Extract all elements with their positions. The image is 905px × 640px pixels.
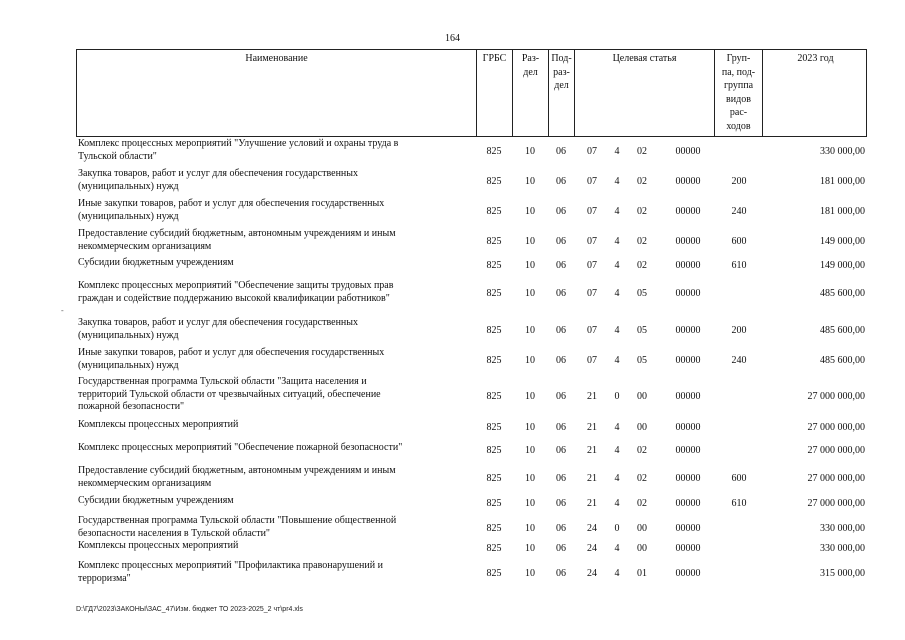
- row-pr: 06: [556, 422, 566, 433]
- row-name: Комплексы процессных мероприятий: [78, 419, 239, 430]
- row-c4: 00000: [675, 236, 701, 247]
- row-c1: 07: [587, 176, 597, 187]
- row-amount: 330 000,00: [820, 146, 865, 157]
- row-grbs: 825: [486, 445, 502, 456]
- row-c4: 00000: [675, 206, 701, 217]
- row-c1: 07: [587, 236, 597, 247]
- row-rz: 10: [525, 523, 535, 534]
- row-c4: 00000: [675, 498, 701, 509]
- row-name: Комплекс процессных мероприятий "Обеспечение пожарной безопасности": [78, 442, 403, 453]
- row-name: Закупка товаров, работ и услуг для обеспечения государственных (муниципальных) нужд: [78, 317, 359, 341]
- row-c3: 02: [637, 146, 647, 157]
- row-c3: 02: [637, 176, 647, 187]
- row-vr: 240: [731, 355, 747, 366]
- row-c3: 05: [637, 325, 647, 336]
- row-pr: 06: [556, 206, 566, 217]
- row-rz: 10: [525, 543, 535, 554]
- row-rz: 10: [525, 355, 535, 366]
- table-row: [76, 419, 867, 435]
- row-c2: 4: [614, 288, 620, 299]
- header-expense-group: Груп- па, под- группа видов рас- ходов: [715, 50, 763, 136]
- page-number: 164: [445, 33, 460, 44]
- row-c4: 00000: [675, 422, 701, 433]
- table-row: [76, 168, 867, 194]
- row-c3: 02: [637, 473, 647, 484]
- row-c4: 00000: [675, 391, 701, 402]
- row-c3: 05: [637, 288, 647, 299]
- row-grbs: 825: [486, 523, 502, 534]
- table-row: [76, 515, 867, 541]
- row-grbs: 825: [486, 236, 502, 247]
- row-c3: 02: [637, 445, 647, 456]
- row-c1: 07: [587, 355, 597, 366]
- header-year: 2023 год: [797, 53, 834, 64]
- row-c2: 4: [614, 422, 620, 433]
- row-rz: 10: [525, 146, 535, 157]
- row-c1: 21: [587, 473, 597, 484]
- row-c2: 4: [614, 473, 620, 484]
- row-rz: 10: [525, 568, 535, 579]
- row-amount: 485 600,00: [820, 355, 865, 366]
- row-c3: 02: [637, 206, 647, 217]
- table-row: [76, 495, 867, 511]
- footer-file-path: D:\ГД7\2023\ЗАКОНЫ\ЗАС_47\Изм. бюджет ТО 2023-2025_2 чт\pr4.xls: [76, 606, 303, 613]
- row-amount: 315 000,00: [820, 568, 865, 579]
- row-c3: 02: [637, 498, 647, 509]
- row-name: Предоставление субсидий бюджетным, автономным учреждениям и иным некоммерческим организациям: [78, 465, 396, 489]
- table-row: [76, 317, 867, 343]
- row-c2: 0: [614, 391, 620, 402]
- row-name: Комплекс процессных мероприятий "Обеспечение защиты трудовых прав граждан и содействие поддержанию высокой квалификации работников": [78, 280, 394, 304]
- row-grbs: 825: [486, 422, 502, 433]
- row-c3: 02: [637, 236, 647, 247]
- table-row: [76, 280, 867, 306]
- row-c4: 00000: [675, 260, 701, 271]
- row-c4: 00000: [675, 325, 701, 336]
- row-name: Комплексы процессных мероприятий: [78, 540, 239, 551]
- table-row: [76, 442, 867, 458]
- row-pr: 06: [556, 498, 566, 509]
- margin-mark: -: [61, 306, 64, 315]
- row-c2: 4: [614, 236, 620, 247]
- header-name: Наименование: [77, 50, 477, 136]
- row-grbs: 825: [486, 543, 502, 554]
- row-pr: 06: [556, 523, 566, 534]
- table-row: [76, 465, 867, 491]
- budget-table: [76, 49, 867, 584]
- table-row: [76, 347, 867, 373]
- row-amount: 27 000 000,00: [807, 473, 865, 484]
- row-vr: 200: [731, 176, 747, 187]
- row-pr: 06: [556, 473, 566, 484]
- header-podrazdel: Под- раз- дел: [549, 50, 575, 136]
- row-vr: 200: [731, 325, 747, 336]
- row-grbs: 825: [486, 325, 502, 336]
- row-name: Иные закупки товаров, работ и услуг для обеспечения государственных (муниципальных) нужд: [78, 347, 385, 371]
- table-row: [76, 257, 867, 273]
- row-c4: 00000: [675, 355, 701, 366]
- row-rz: 10: [525, 260, 535, 271]
- row-vr: 240: [731, 206, 747, 217]
- row-c2: 4: [614, 146, 620, 157]
- row-grbs: 825: [486, 176, 502, 187]
- row-c1: 21: [587, 391, 597, 402]
- table-row: [76, 198, 867, 224]
- row-pr: 06: [556, 568, 566, 579]
- header-grbs: ГРБС: [477, 50, 513, 136]
- row-c4: 00000: [675, 568, 701, 579]
- row-name: Предоставление субсидий бюджетным, автономным учреждениям и иным некоммерческим организациям: [78, 228, 396, 252]
- table-row: [76, 228, 867, 254]
- row-c2: 4: [614, 325, 620, 336]
- row-c1: 24: [587, 568, 597, 579]
- row-c3: 00: [637, 543, 647, 554]
- row-amount: 181 000,00: [820, 176, 865, 187]
- row-c3: 05: [637, 355, 647, 366]
- row-grbs: 825: [486, 260, 502, 271]
- row-name: Иные закупки товаров, работ и услуг для обеспечения государственных (муниципальных) нужд: [78, 198, 385, 222]
- row-c2: 4: [614, 176, 620, 187]
- row-pr: 06: [556, 288, 566, 299]
- table-header: [76, 49, 867, 137]
- row-grbs: 825: [486, 288, 502, 299]
- row-c2: 0: [614, 523, 620, 534]
- row-grbs: 825: [486, 146, 502, 157]
- row-c2: 4: [614, 568, 620, 579]
- row-c1: 07: [587, 260, 597, 271]
- row-amount: 149 000,00: [820, 236, 865, 247]
- row-rz: 10: [525, 288, 535, 299]
- row-amount: 27 000 000,00: [807, 422, 865, 433]
- row-name: Комплекс процессных мероприятий "Профилактика правонарушений и терроризма": [78, 560, 383, 584]
- row-c4: 00000: [675, 473, 701, 484]
- row-c2: 4: [614, 498, 620, 509]
- table-row: [76, 540, 867, 556]
- row-rz: 10: [525, 473, 535, 484]
- row-c1: 07: [587, 288, 597, 299]
- row-pr: 06: [556, 445, 566, 456]
- row-c3: 01: [637, 568, 647, 579]
- row-c1: 07: [587, 146, 597, 157]
- row-c3: 00: [637, 422, 647, 433]
- row-rz: 10: [525, 422, 535, 433]
- row-c1: 21: [587, 422, 597, 433]
- row-c4: 00000: [675, 445, 701, 456]
- table-row: [76, 560, 867, 586]
- row-c2: 4: [614, 355, 620, 366]
- row-amount: 330 000,00: [820, 543, 865, 554]
- row-vr: 610: [731, 260, 747, 271]
- row-grbs: 825: [486, 355, 502, 366]
- row-c2: 4: [614, 543, 620, 554]
- row-c1: 07: [587, 206, 597, 217]
- row-c4: 00000: [675, 543, 701, 554]
- row-amount: 485 600,00: [820, 288, 865, 299]
- row-c1: 21: [587, 498, 597, 509]
- row-vr: 600: [731, 236, 747, 247]
- row-c2: 4: [614, 260, 620, 271]
- row-pr: 06: [556, 355, 566, 366]
- row-amount: 27 000 000,00: [807, 498, 865, 509]
- row-pr: 06: [556, 325, 566, 336]
- row-c1: 24: [587, 523, 597, 534]
- row-amount: 485 600,00: [820, 325, 865, 336]
- row-name: Субсидии бюджетным учреждениям: [78, 495, 234, 506]
- row-amount: 330 000,00: [820, 523, 865, 534]
- row-c4: 00000: [675, 288, 701, 299]
- row-c2: 4: [614, 445, 620, 456]
- row-name: Закупка товаров, работ и услуг для обеспечения государственных (муниципальных) нужд: [78, 168, 359, 192]
- row-rz: 10: [525, 206, 535, 217]
- row-name: Комплекс процессных мероприятий "Улучшение условий и охраны труда в Тульской области": [78, 138, 399, 162]
- row-rz: 10: [525, 391, 535, 402]
- row-c1: 07: [587, 325, 597, 336]
- row-c3: 00: [637, 391, 647, 402]
- row-amount: 181 000,00: [820, 206, 865, 217]
- row-rz: 10: [525, 445, 535, 456]
- row-rz: 10: [525, 325, 535, 336]
- row-pr: 06: [556, 543, 566, 554]
- row-vr: 600: [731, 473, 747, 484]
- row-pr: 06: [556, 236, 566, 247]
- row-amount: 27 000 000,00: [807, 445, 865, 456]
- row-grbs: 825: [486, 391, 502, 402]
- row-c4: 00000: [675, 523, 701, 534]
- row-c1: 21: [587, 445, 597, 456]
- row-vr: 610: [731, 498, 747, 509]
- row-c2: 4: [614, 206, 620, 217]
- row-rz: 10: [525, 236, 535, 247]
- header-target-article: Целевая статья: [575, 50, 715, 136]
- row-name: Государственная программа Тульской области "Повышение общественной безопасности населения в Тульской области": [78, 515, 397, 539]
- row-c1: 24: [587, 543, 597, 554]
- row-pr: 06: [556, 176, 566, 187]
- row-c4: 00000: [675, 146, 701, 157]
- row-rz: 10: [525, 176, 535, 187]
- row-name: Государственная программа Тульской области "Защита населения и территорий Тульской области от чрезвычайных ситуаций, обеспечение пожарной безопасности": [78, 376, 381, 412]
- row-grbs: 825: [486, 206, 502, 217]
- row-pr: 06: [556, 260, 566, 271]
- row-rz: 10: [525, 498, 535, 509]
- row-amount: 27 000 000,00: [807, 391, 865, 402]
- row-grbs: 825: [486, 473, 502, 484]
- row-grbs: 825: [486, 568, 502, 579]
- row-amount: 149 000,00: [820, 260, 865, 271]
- row-c4: 00000: [675, 176, 701, 187]
- row-name: Субсидии бюджетным учреждениям: [78, 257, 234, 268]
- row-c3: 02: [637, 260, 647, 271]
- row-pr: 06: [556, 146, 566, 157]
- row-c3: 00: [637, 523, 647, 534]
- row-grbs: 825: [486, 498, 502, 509]
- row-pr: 06: [556, 391, 566, 402]
- header-razdel: Раз- дел: [513, 50, 549, 136]
- table-row: [76, 376, 867, 415]
- table-row: [76, 138, 867, 164]
